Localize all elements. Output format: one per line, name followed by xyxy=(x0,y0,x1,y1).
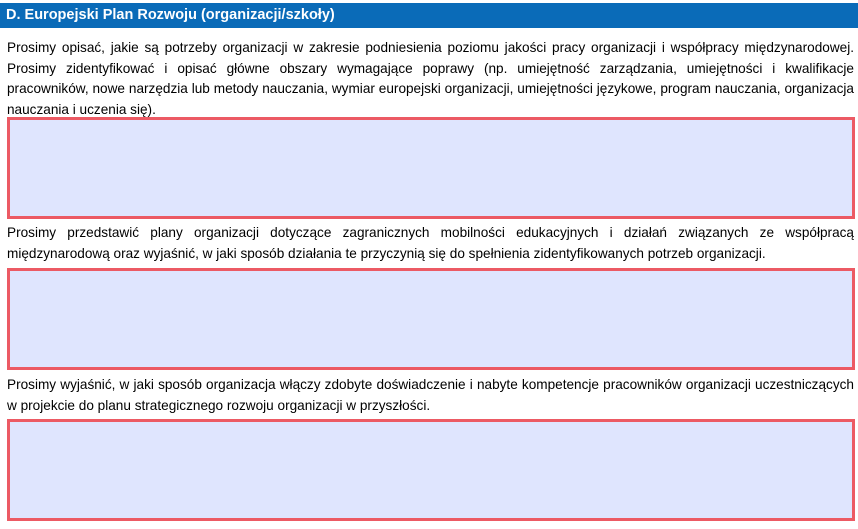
question-3-answer-field[interactable] xyxy=(7,419,855,521)
question-2-answer-field[interactable] xyxy=(7,268,855,370)
question-1-answer-field[interactable] xyxy=(7,117,855,219)
question-3-prompt: Prosimy wyjaśnić, w jaki sposób organizacja włączy zdobyte doświadczenie i nabyte kompetencje pracowników organizacji uczestniczących w projekcie do planu strategicznego rozwoju organizacji w przyszłości. xyxy=(7,377,854,413)
question-1-prompt: Prosimy opisać, jakie są potrzeby organizacji w zakresie podniesienia poziomu jakości pracy organizacji i współpracy międzynarodowej. Prosimy zidentyfikować i opisać główne obszary wymagające poprawy (np. umiejętność zarządzania, umiejętności i kwalifikacje pracowników, nowe narzędzia lub metody nauczania, wymiar europejski organizacji, umiejętności językowe, program nauczania, organizacja nauczania i uczenia się). xyxy=(7,40,854,117)
section-header: D. Europejski Plan Rozwoju (organizacji/szkoły) xyxy=(0,3,858,28)
question-2-prompt: Prosimy przedstawić plany organizacji dotyczące zagranicznych mobilności edukacyjnych i działań związanych ze współpracą międzynarodową oraz wyjaśnić, w jaki sposób działania te przyczynią się do spełnienia zidentyfikowanych potrzeb organizacji. xyxy=(7,225,854,261)
